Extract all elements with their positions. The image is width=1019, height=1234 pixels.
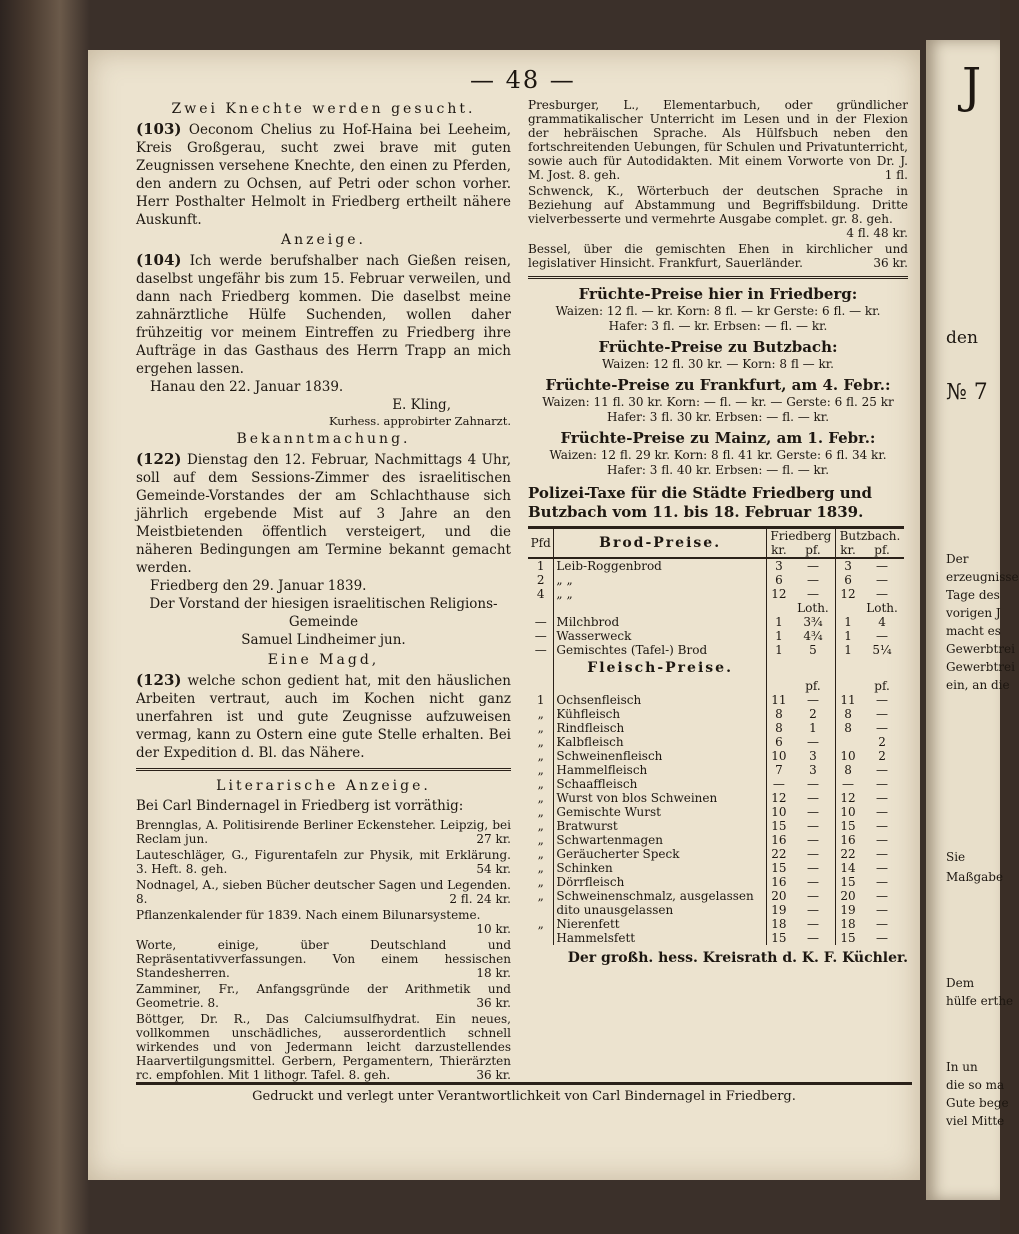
cell-butzbach-kr: 8 (835, 763, 860, 777)
cell-friedberg-kr: 3 (766, 558, 791, 573)
cell-friedberg-kr: 15 (766, 819, 791, 833)
edge-text: In un (946, 1060, 978, 1074)
col-pf: pf. (791, 543, 835, 558)
cell-item: Dörrfleisch (554, 875, 766, 889)
divider (136, 768, 511, 771)
edge-text: viel Mitte (946, 1114, 1005, 1128)
book-title: Pflanzenkalender für 1839. Nach einem Bilunarsysteme. (136, 908, 481, 922)
left-column (136, 98, 511, 1084)
next-page-edge (926, 40, 1019, 1200)
cell-friedberg-kr: 18 (766, 917, 791, 931)
cell-pfd: „ (537, 917, 544, 931)
cell-butzbach-kr: 20 (835, 889, 860, 903)
book-title: Zamminer, Fr., Anfangsgründe der Arithmetik und Geometrie. 8. (136, 982, 511, 1010)
cell-friedberg-kr: 1 (766, 615, 791, 629)
cell-friedberg-pf: — (806, 735, 819, 749)
cell-pfd: „ (537, 833, 544, 847)
cell-item: Schwartenmagen (554, 833, 766, 847)
col-butzbach: Butzbach. (835, 528, 904, 544)
cell-item: Schinken (554, 861, 766, 875)
cell-pfd: — (534, 643, 547, 657)
price-line: Waizen: 12 fl. 30 kr. — Korn: 8 fl — kr. (601, 357, 834, 371)
table-row (528, 735, 904, 749)
ad-123 (136, 671, 511, 762)
cell-friedberg-kr: 11 (766, 693, 791, 707)
cell-butzbach-pf: — (876, 629, 889, 643)
cell-friedberg-kr: 10 (766, 805, 791, 819)
book-price: 10 kr. (476, 922, 511, 936)
cell-butzbach-kr: 1 (835, 615, 860, 629)
price-heading: Früchte-Preise zu Mainz, am 1. Febr.: (560, 429, 876, 447)
book-price: 54 kr. (476, 862, 511, 876)
edge-text: hülfe erthe (946, 994, 1014, 1008)
cell-pfd: — (534, 615, 547, 629)
cell-friedberg-kr: 16 (766, 833, 791, 847)
table-row (528, 721, 904, 735)
book-entry (136, 878, 511, 906)
table-row (528, 819, 904, 833)
table-row (528, 573, 904, 587)
table-row (528, 615, 904, 629)
cell-pfd: „ (537, 819, 544, 833)
cell-butzbach-pf: 2 (878, 749, 886, 763)
price-heading: Früchte-Preise zu Butzbach: (598, 338, 838, 356)
table-row (528, 875, 904, 889)
table-row (528, 707, 904, 721)
table-row (528, 763, 904, 777)
cell-item: Kühfleisch (554, 707, 766, 721)
signature: Der großh. hess. Kreisrath d. K. F. Küchler. (567, 950, 908, 966)
table-row (528, 931, 904, 945)
cell-butzbach-kr: 3 (835, 558, 860, 573)
cell-butzbach-kr (835, 735, 860, 749)
cell-friedberg-pf: 5 (809, 643, 817, 657)
cell-butzbach-pf: — (876, 791, 889, 805)
bread-rows (528, 558, 904, 657)
ad-122 (136, 450, 511, 577)
cell-friedberg-pf: — (806, 903, 819, 917)
cell-butzbach-kr: 10 (835, 805, 860, 819)
edge-text: Gewerbtrei (946, 642, 1015, 656)
cell-butzbach-pf: — (876, 587, 889, 601)
cell-butzbach-kr: 18 (835, 917, 860, 931)
cell-item: Schweinenschmalz, ausgelassen (554, 889, 766, 903)
ad-number: (123) (136, 671, 182, 689)
cell-item: Rindfleisch (554, 721, 766, 735)
ad-signature: E. Kling, (392, 397, 451, 413)
book-entry (136, 818, 511, 846)
cell-friedberg-pf: — (806, 587, 819, 601)
table-row (528, 791, 904, 805)
book-price: 18 kr. (476, 966, 511, 980)
book-price: 36 kr. (476, 996, 511, 1010)
cell-butzbach-pf: Loth. (866, 601, 898, 615)
ad-signature-title: Kurhess. approbirter Zahnarzt. (328, 414, 511, 428)
cell-friedberg-kr: 20 (766, 889, 791, 903)
cell-pfd (528, 903, 554, 917)
cell-friedberg-pf: — (806, 917, 819, 931)
cell-butzbach-pf: — (876, 917, 889, 931)
edge-text: № 7 (946, 380, 988, 405)
cell-butzbach-pf: — (876, 903, 889, 917)
table-row (528, 903, 904, 917)
cell-butzbach-kr: — (835, 777, 860, 791)
cell-butzbach-pf: — (876, 559, 889, 573)
cell-butzbach-pf: — (876, 721, 889, 735)
cell-friedberg-kr: 22 (766, 847, 791, 861)
cell-pfd (528, 679, 554, 693)
ad-number: (103) (136, 120, 182, 138)
book-entry (528, 98, 908, 182)
cell-friedberg-kr: 7 (766, 763, 791, 777)
book-entry (528, 184, 908, 240)
cell-pfd: „ (537, 791, 544, 805)
cell-friedberg-pf: — (806, 777, 819, 791)
book-title: Schwenck, K., Wörterbuch der deutschen Sprache in Beziehung auf Abstammung und Begriffsbildung. Dritte vielverbesserte und vermehrte Ausgabe complet. gr. 8. geh. (528, 184, 908, 226)
price-line: Hafer: 3 fl. 40 kr. Erbsen: — fl. — kr. (606, 463, 830, 477)
cell-butzbach-kr: 19 (835, 903, 860, 917)
table-row (528, 847, 904, 861)
cell-friedberg-pf: — (806, 573, 819, 587)
cell-friedberg-kr: 6 (766, 735, 791, 749)
cell-friedberg-pf: 3 (809, 749, 817, 763)
col-pf: pf. (860, 543, 904, 558)
edge-text: Sie (946, 850, 966, 864)
cell-item: Wurst von blos Schweinen (554, 791, 766, 805)
right-column (528, 98, 908, 967)
edge-text: Maßgabe (946, 870, 1004, 884)
cell-butzbach-kr (835, 679, 860, 693)
edge-text: macht es (946, 624, 1001, 638)
cell-butzbach-pf: — (876, 889, 889, 903)
ad-signature: Der Vorstand der hiesigen israelitischen Religions-Gemeinde (149, 596, 498, 630)
cell-item: Kalbfleisch (554, 735, 766, 749)
cell-pfd: „ (537, 805, 544, 819)
cell-friedberg-pf: — (806, 847, 819, 861)
table-row (528, 679, 904, 693)
cell-pfd: „ (537, 763, 544, 777)
ad-text: Oeconom Chelius zu Hof-Haina bei Leeheim, Kreis Großgerau, sucht zwei brave mit guten Zeugnissen versehene Knechte, den einen zu Pferden, den andern zu Ochsen, auf Petri oder schon vorher. Herr Posthalter Helmolt in Friedberg ertheilt nähere Auskunft. (136, 122, 512, 228)
table-row (528, 749, 904, 763)
edge-text: vorigen J (946, 606, 1001, 620)
cell-friedberg-kr: 1 (766, 643, 791, 657)
cell-butzbach-pf: pf. (874, 679, 890, 693)
cell-item: Bratwurst (554, 819, 766, 833)
ad-date: Friedberg den 29. Januar 1839. (150, 578, 367, 594)
cell-item: dito unausgelassen (554, 903, 766, 917)
cell-friedberg-kr: 6 (766, 573, 791, 587)
cell-friedberg-pf: pf. (805, 679, 821, 693)
grain-prices (528, 285, 908, 478)
book-title: Bessel, über die gemischten Ehen in kirchlicher und legislativer Hinsicht. Frankfurt, Sauerländer. (528, 242, 908, 270)
cell-friedberg-kr: — (766, 777, 791, 791)
cell-pfd: „ (537, 875, 544, 889)
cell-friedberg-pf: — (806, 805, 819, 819)
cell-friedberg-pf: — (806, 889, 819, 903)
book-title: Brennglas, A. Politisirende Berliner Eckensteher. Leipzig, bei Reclam jun. (136, 818, 511, 846)
cell-butzbach-kr: 16 (835, 833, 860, 847)
price-line: Hafer: 3 fl. — kr. Erbsen: — fl. — kr. (608, 319, 828, 333)
edge-text: Dem (946, 976, 975, 990)
cell-butzbach-kr: 14 (835, 861, 860, 875)
cell-butzbach-pf: — (876, 763, 889, 777)
cell-butzbach-pf: — (876, 875, 889, 889)
cell-butzbach-kr: 15 (835, 931, 860, 945)
table-row (528, 833, 904, 847)
col-brod: Brod-Preise. (554, 528, 766, 559)
price-heading: Früchte-Preise hier in Friedberg: (578, 285, 858, 303)
cell-friedberg-pf: — (806, 931, 819, 945)
cell-butzbach-pf: — (876, 707, 889, 721)
edge-text: die so ma (946, 1078, 1005, 1092)
cell-butzbach-kr: 10 (835, 749, 860, 763)
edge-text: den (946, 328, 978, 348)
table-row (528, 558, 904, 573)
cell-butzbach-pf: 2 (878, 735, 886, 749)
cell-item: Schaaffleisch (554, 777, 766, 791)
ad-text: Ich werde berufshalber nach Gießen reisen, daselbst ungefähr bis zum 15. Februar verweilen, und dann nach Friedberg kommen. Die daselbst meine zahnärztliche Hülfe Suchenden, wollen daher frühzeitig vor meinem Eintreffen zu Friedberg ihre Aufträge in das Gasthaus des Herrn Trapp an mich ergehen lassen. (136, 253, 512, 377)
cell-friedberg-kr: 15 (766, 931, 791, 945)
cell-friedberg-pf: — (806, 833, 819, 847)
meat-heading: Fleisch-Preise. (554, 657, 766, 679)
tax-title: Polizei-Taxe für die Städte Friedberg und Butzbach vom 11. bis 18. Februar 1839. (528, 484, 872, 521)
ad-heading: Literarische Anzeige. (216, 778, 431, 794)
price-line: Waizen: 12 fl. — kr. Korn: 8 fl. — kr Gerste: 6 fl. — kr. (555, 304, 881, 318)
cell-friedberg-kr: 8 (766, 721, 791, 735)
price-line: Waizen: 12 fl. 29 kr. Korn: 8 fl. 41 kr. Gerste: 6 fl. 34 kr. (549, 448, 887, 462)
book-title: Lauteschläger, G., Figurentafeln zur Physik, mit Erklärung. 3. Heft. 8. geh. (136, 848, 511, 876)
cell-item: Hammelfleisch (554, 763, 766, 777)
ad-heading: Zwei Knechte werden gesucht. (171, 101, 476, 117)
book-entry (136, 938, 511, 980)
ad-104 (136, 251, 511, 378)
edge-text: ein, an die (946, 678, 1010, 692)
table-row (528, 777, 904, 791)
col-friedberg: Friedberg (766, 528, 835, 544)
cell-item: Geräucherter Speck (554, 847, 766, 861)
cell-butzbach-pf: — (876, 833, 889, 847)
cell-item: Gemischtes (Tafel-) Brod (554, 643, 766, 657)
cell-item (554, 679, 766, 693)
book-list (136, 818, 511, 1082)
book-price: 4 fl. 48 kr. (846, 226, 908, 240)
edge-text: Gewerbtrei (946, 660, 1015, 674)
lit-intro: Bei Carl Bindernagel in Friedberg ist vorräthig: (136, 798, 464, 814)
cell-pfd: 2 (536, 573, 545, 587)
cell-friedberg-kr: 16 (766, 875, 791, 889)
cell-friedberg-pf: Loth. (797, 601, 829, 615)
cell-item: Nierenfett (554, 917, 766, 931)
cell-pfd: 1 (536, 693, 545, 707)
book-entry (136, 848, 511, 876)
cell-butzbach-kr: 6 (835, 573, 860, 587)
price-heading: Früchte-Preise zu Frankfurt, am 4. Febr.: (545, 376, 891, 394)
page-number: — 48 — (470, 66, 576, 94)
cell-friedberg-kr: 15 (766, 861, 791, 875)
book-price: 2 fl. 24 kr. (449, 892, 511, 906)
cell-butzbach-pf: 5¼ (872, 643, 892, 657)
cell-butzbach-pf: 4 (878, 615, 886, 629)
cell-butzbach-pf: — (876, 847, 889, 861)
cell-item: Hammelsfett (554, 931, 766, 945)
edge-text: J (962, 58, 982, 114)
cell-butzbach-kr (835, 601, 860, 615)
cell-pfd: „ (537, 889, 544, 903)
col-pfd: Pfd (528, 528, 554, 559)
cell-item: Milchbrod (554, 615, 766, 629)
cell-pfd: „ (537, 861, 544, 875)
cell-item (554, 601, 766, 615)
cell-item: Leib-Roggenbrod (554, 558, 766, 573)
price-table (528, 526, 904, 945)
cell-butzbach-pf: — (876, 777, 889, 791)
table-row (528, 889, 904, 903)
cell-friedberg-kr: 12 (766, 587, 791, 601)
cell-butzbach-kr: 15 (835, 875, 860, 889)
book-entry (528, 242, 908, 270)
cell-butzbach-kr: 22 (835, 847, 860, 861)
cell-pfd (528, 601, 554, 615)
cell-butzbach-pf: — (876, 861, 889, 875)
cell-butzbach-pf: — (876, 573, 889, 587)
table-row (528, 861, 904, 875)
cell-friedberg-pf: 4¾ (803, 629, 823, 643)
book-title: Presburger, L., Elementarbuch, oder gründlicher grammatikalischer Unterricht im Lesen und in der Flexion der hebräischen Sprache. Als Hülfsbuch neben den fortschreitenden Uebungen, für Schulen und Privatunterricht, sowie auch für Autodidakten. Mit einem Vorworte von Dr. J. M. Jost. 8. geh. (528, 98, 908, 182)
book-entry (136, 982, 511, 1010)
book-title: Nodnagel, A., sieben Bücher deutscher Sagen und Legenden. 8. (136, 878, 511, 906)
book-price: 27 kr. (476, 832, 511, 846)
table-row (528, 601, 904, 615)
ad-text: Dienstag den 12. Februar, Nachmittags 4 Uhr, soll auf dem Sessions-Zimmer des israelitischen Gemeinde-Vorstandes der am Schlachthause sich jährlich ergebende Mist auf 3 Jahre an den Meistbietenden öffentlich versteigert, und die näheren Bedingungen am Termine bekannt gemacht werden. (136, 452, 511, 576)
cell-butzbach-kr: 8 (835, 707, 860, 721)
price-line: Hafer: 3 fl. 30 kr. Erbsen: — fl. — kr. (606, 410, 830, 424)
cell-pfd (528, 931, 554, 945)
cell-pfd: „ (537, 721, 544, 735)
col-kr: kr. (835, 543, 860, 558)
cell-friedberg-kr: 10 (766, 749, 791, 763)
cell-friedberg-pf: 2 (809, 707, 817, 721)
book-list (528, 98, 908, 270)
cell-friedberg-pf: — (806, 819, 819, 833)
cell-butzbach-pf: — (876, 805, 889, 819)
cell-butzbach-kr: 1 (835, 643, 860, 657)
table-row (528, 693, 904, 707)
edge-text: erzeugnisse (946, 570, 1019, 584)
cell-friedberg-pf: 3¾ (803, 615, 823, 629)
edge-text: Tage des (946, 588, 1000, 602)
ad-103 (136, 120, 511, 229)
cell-item: Wasserweck (554, 629, 766, 643)
cell-pfd: „ (537, 749, 544, 763)
cell-friedberg-pf: — (806, 693, 819, 707)
cell-friedberg-kr: 19 (766, 903, 791, 917)
cell-friedberg-kr (766, 679, 791, 693)
cell-friedberg-pf: — (806, 875, 819, 889)
cell-item: Ochsenfleisch (554, 693, 766, 707)
cell-butzbach-kr: 11 (835, 693, 860, 707)
book-title: Worte, einige, über Deutschland und Repräsentativverfassungen. Von einem hessischen Standesherren. (136, 938, 511, 980)
cell-item: Gemischte Wurst (554, 805, 766, 819)
ad-text: welche schon gedient hat, mit den häuslichen Arbeiten vertraut, auch im Kochen nicht ganz unerfahren ist und gute Zeugnisse aufzuweisen vermag, kann zu Ostern eine gute Stelle erhalten. Bei der Expedition d. Bl. das Nähere. (136, 673, 511, 761)
cell-butzbach-kr: 15 (835, 819, 860, 833)
cell-butzbach-pf: — (876, 819, 889, 833)
ad-number: (122) (136, 450, 182, 468)
ad-signature: Samuel Lindheimer jun. (241, 632, 406, 648)
table-row (528, 917, 904, 931)
divider (528, 276, 908, 279)
ad-heading: Bekanntmachung. (236, 431, 411, 447)
cell-butzbach-kr: 8 (835, 721, 860, 735)
cell-butzbach-pf: — (876, 931, 889, 945)
table-row (528, 587, 904, 601)
cell-butzbach-kr: 12 (835, 791, 860, 805)
cell-item: „ „ (554, 573, 766, 587)
col-kr: kr. (766, 543, 791, 558)
edge-text: Gute bege (946, 1096, 1009, 1110)
cell-friedberg-pf: 1 (809, 721, 817, 735)
book-entry (136, 1012, 511, 1082)
cell-friedberg-kr: 12 (766, 791, 791, 805)
cell-butzbach-kr: 1 (835, 629, 860, 643)
ad-heading: Eine Magd, (267, 652, 380, 668)
cell-pfd: 1 (536, 559, 545, 573)
cell-friedberg-kr: 8 (766, 707, 791, 721)
ad-heading: Anzeige. (281, 232, 366, 248)
cell-friedberg-kr: 1 (766, 629, 791, 643)
cell-item: Schweinenfleisch (554, 749, 766, 763)
book-price: 1 fl. (884, 168, 908, 182)
imprint: Gedruckt und verlegt unter Verantwortlichkeit von Carl Bindernagel in Friedberg. (136, 1082, 912, 1104)
cell-pfd: „ (537, 847, 544, 861)
ad-number: (104) (136, 251, 182, 269)
table-row (528, 629, 904, 643)
ad-date: Hanau den 22. Januar 1839. (150, 379, 344, 395)
cell-pfd: „ (537, 735, 544, 749)
cell-pfd: „ (537, 777, 544, 791)
cell-friedberg-pf: — (806, 559, 819, 573)
cell-pfd: „ (537, 707, 544, 721)
edge-text: Der (946, 552, 969, 566)
cell-item: „ „ (554, 587, 766, 601)
cell-friedberg-pf: 3 (809, 763, 817, 777)
cell-friedberg-pf: — (806, 861, 819, 875)
book-price: 36 kr. (873, 256, 908, 270)
cell-friedberg-pf: — (806, 791, 819, 805)
book-price: 36 kr. (476, 1068, 511, 1082)
table-row (528, 643, 904, 657)
cell-pfd: — (534, 629, 547, 643)
book-title: Böttger, Dr. R., Das Calciumsulfhydrat. Ein neues, vollkommen unschädliches, ausserordentlich schnell wirkendes und von Jedermann leicht darzustellendes Haarvertilgungsmittel. Gerbern, Pergamentern, Thierärzten rc. empfohlen. Mit 1 lithogr. Tafel. 8. geh. (136, 1012, 511, 1082)
cell-butzbach-kr: 12 (835, 587, 860, 601)
cell-pfd: 4 (536, 587, 545, 601)
book-entry (136, 908, 511, 936)
cell-friedberg-kr (766, 601, 791, 615)
cell-butzbach-pf: — (876, 693, 889, 707)
meat-rows (528, 679, 904, 945)
table-row (528, 805, 904, 819)
price-line: Waizen: 11 fl. 30 kr. Korn: — fl. — kr. — Gerste: 6 fl. 25 kr (542, 395, 894, 409)
